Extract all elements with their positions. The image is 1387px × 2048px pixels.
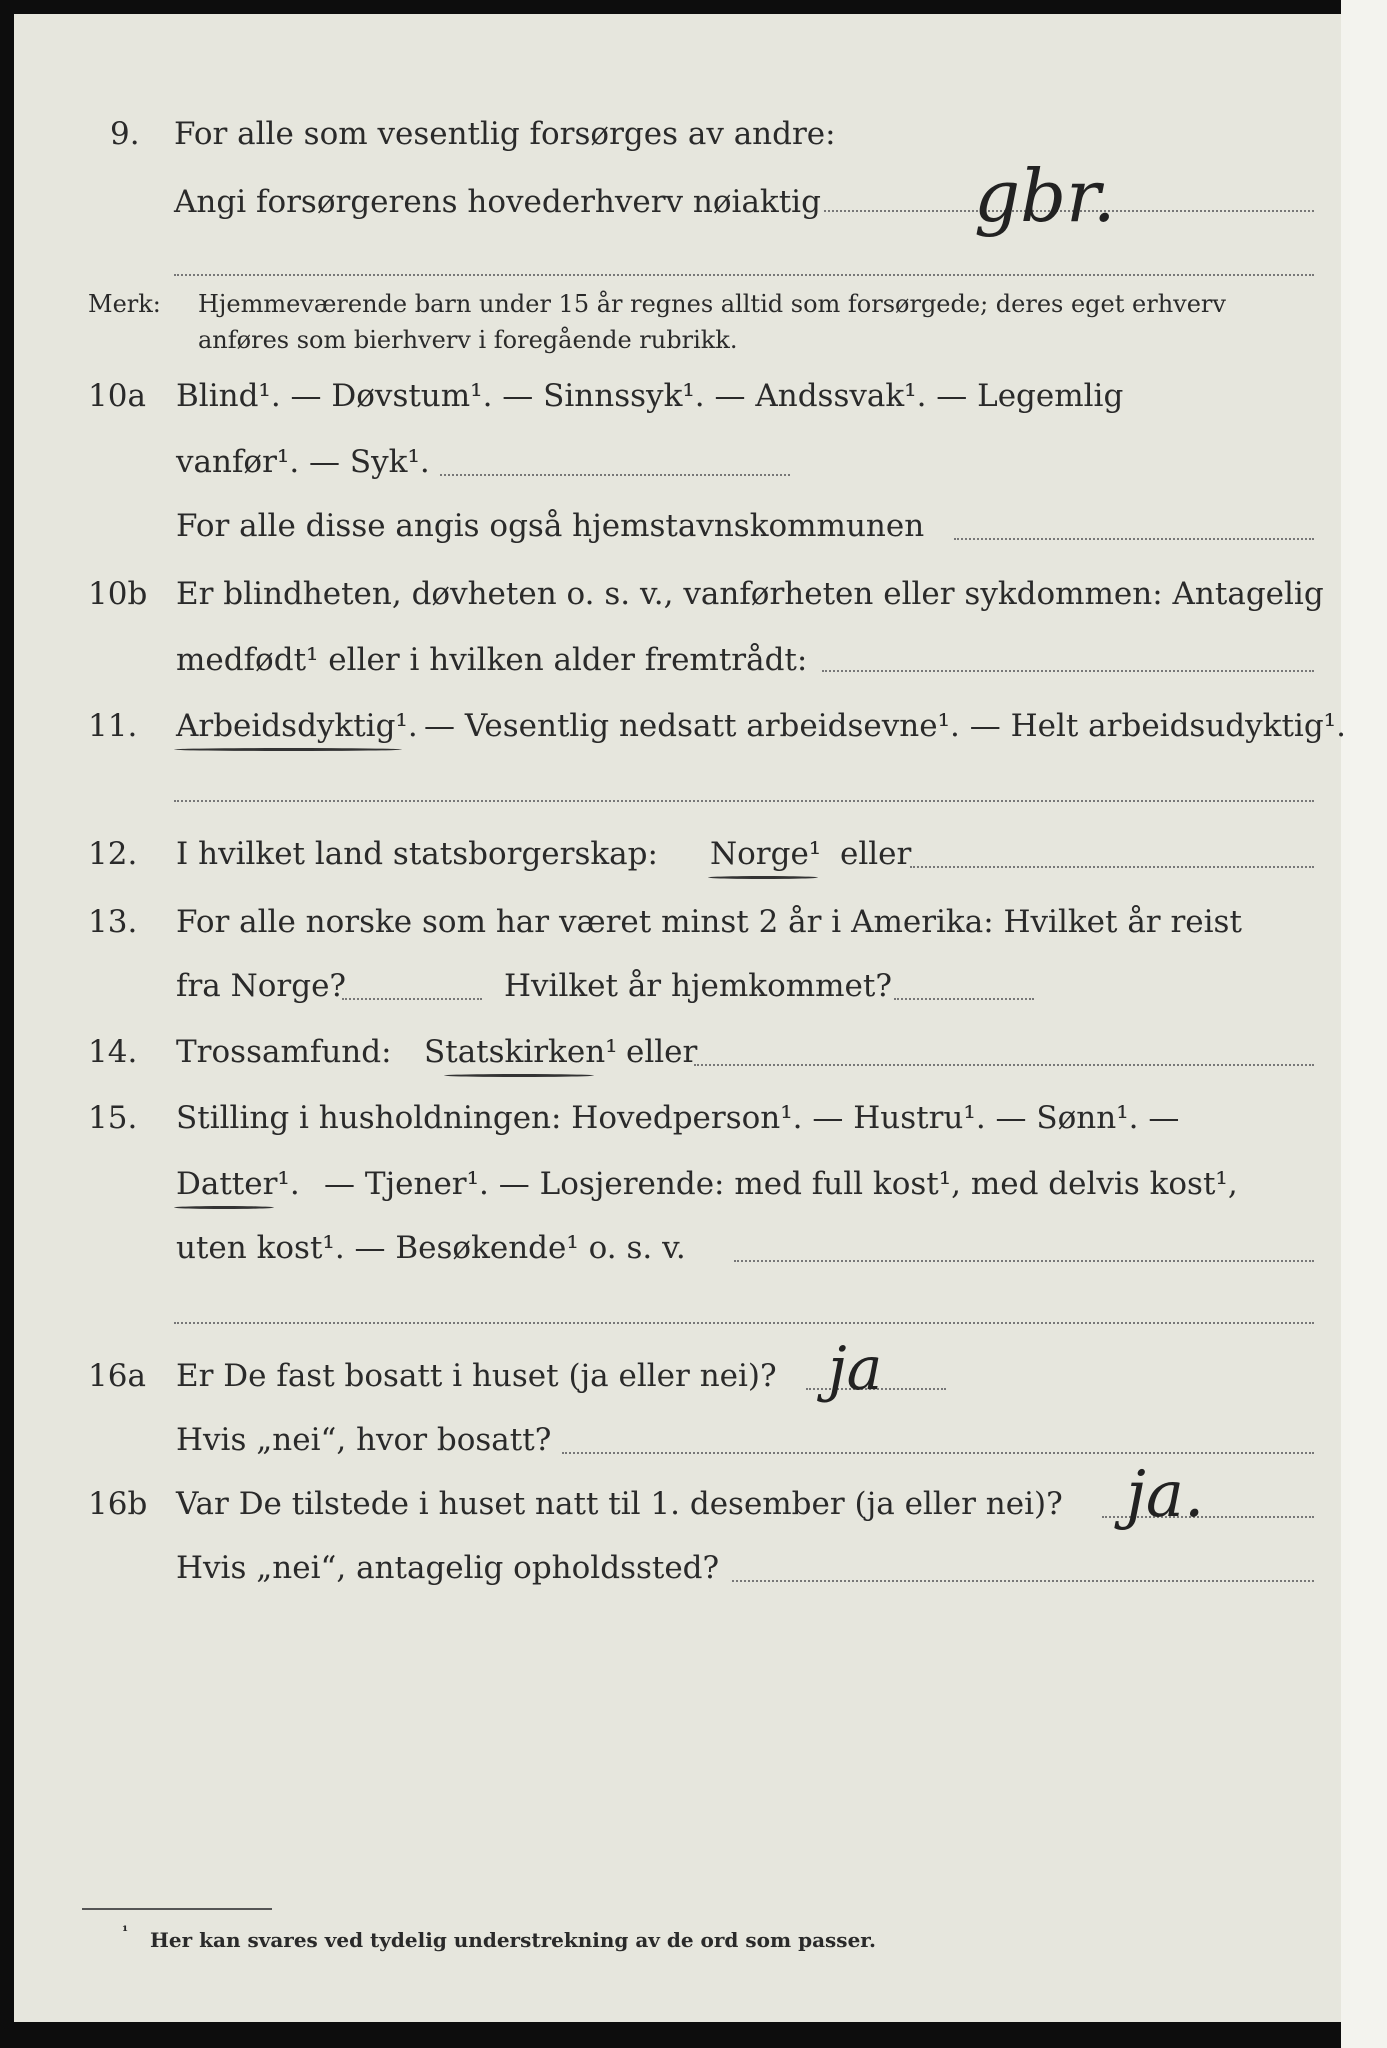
q15-answer-line xyxy=(734,1260,1314,1262)
q13-text-2a: fra Norge? xyxy=(176,968,347,1004)
q13-text-2b: Hvilket år hjemkommet? xyxy=(504,968,892,1004)
q12-option-norway: Norge¹ xyxy=(710,836,822,872)
q12-handwritten-underline xyxy=(708,876,818,879)
q14-answer-line xyxy=(694,1064,1314,1066)
q12-number: 12. xyxy=(88,836,138,872)
q16b-handwritten-answer: ja. xyxy=(1126,1458,1205,1532)
q11-text: — Vesentlig nedsatt arbeidsevne¹. — Helt arbeidsudyktig¹. xyxy=(424,708,1346,744)
q12-answer-line xyxy=(910,866,1314,868)
q15-option-daughter: Datter¹. xyxy=(176,1166,300,1202)
q10a-text-2: vanfør¹. — Syk¹. xyxy=(176,444,430,480)
q13-number: 13. xyxy=(88,904,138,940)
q10a-municipality-line xyxy=(954,538,1314,540)
q15-text-3: uten kost¹. — Besøkende¹ o. s. v. xyxy=(176,1230,686,1266)
q15-number: 15. xyxy=(88,1100,138,1136)
q9-handwritten-answer: gbr. xyxy=(974,154,1116,238)
footnote-text: Her kan svares ved tydelig understrekning av de ord som passer. xyxy=(150,1928,876,1952)
q16a-number: 16a xyxy=(88,1358,146,1394)
merk-text-2: anføres som bierhverv i foregående rubrikk. xyxy=(198,326,738,354)
q10b-age-line xyxy=(822,670,1314,672)
q16a-text-2: Hvis „nei“, hvor bosatt? xyxy=(176,1422,552,1458)
q10a-number: 10a xyxy=(88,378,146,414)
q13-year-left-line xyxy=(342,998,482,1000)
q16a-handwritten-answer: ja xyxy=(828,1334,883,1404)
q16a-text-1: Er De fast bosatt i huset (ja eller nei)? xyxy=(176,1358,777,1394)
q15-text-1: Stilling i husholdningen: Hovedperson¹. — Hustru¹. — Sønn¹. — xyxy=(176,1100,1180,1136)
q15-handwritten-underline xyxy=(174,1206,274,1209)
q10a-text-1: Blind¹. — Døvstum¹. — Sinnssyk¹. — Andssvak¹. — Legemlig xyxy=(176,378,1124,414)
q9-text-1: For alle som vesentlig forsørges av andre: xyxy=(174,116,836,152)
q10a-sick-line xyxy=(440,474,790,476)
q16b-number: 16b xyxy=(88,1486,148,1522)
q10a-text-3: For alle disse angis også hjemstavnskommunen xyxy=(176,508,925,544)
q12-text: I hvilket land statsborgerskap: xyxy=(176,836,658,872)
footnote-rule xyxy=(82,1908,272,1910)
q14-tail: eller xyxy=(626,1034,698,1070)
q13-text-1: For alle norske som har været minst 2 år i Amerika: Hvilket år reist xyxy=(176,904,1242,940)
merk-label: Merk: xyxy=(88,290,161,318)
q9-extra-line xyxy=(174,274,1314,276)
q15-extra-line xyxy=(174,1322,1314,1324)
q13-year-return-line xyxy=(894,998,1034,1000)
q16b-text-2: Hvis „nei“, antagelig opholdssted? xyxy=(176,1550,720,1586)
q9-text-2: Angi forsørgerens hovederhverv nøiaktig xyxy=(174,184,821,220)
q16b-location-line xyxy=(732,1580,1314,1582)
merk-text-1: Hjemmeværende barn under 15 år regnes alltid som forsørgede; deres eget erhverv xyxy=(198,290,1226,318)
q11-option-able: Arbeidsdyktig¹. xyxy=(176,708,418,744)
footnote-mark: ¹ xyxy=(122,1924,129,1940)
q11-number: 11. xyxy=(88,708,138,744)
q11-handwritten-underline xyxy=(174,748,402,751)
q10b-text-2: medfødt¹ eller i hvilken alder fremtrådt: xyxy=(176,642,808,678)
q14-handwritten-underline xyxy=(444,1074,594,1077)
q14-text: Trossamfund: xyxy=(176,1034,392,1070)
q10b-text-1: Er blindheten, døvheten o. s. v., vanførheten eller sykdommen: Antagelig xyxy=(176,576,1324,612)
census-form-page xyxy=(14,14,1346,2022)
q14-number: 14. xyxy=(88,1034,138,1070)
q10b-number: 10b xyxy=(88,576,148,612)
q14-option-state-church: Statskirken¹ xyxy=(424,1034,618,1070)
q11-extra-line xyxy=(174,800,1314,802)
q15-text-2: — Tjener¹. — Losjerende: med full kost¹, med delvis kost¹, xyxy=(324,1166,1238,1202)
q9-number: 9. xyxy=(110,116,140,152)
q12-tail: eller xyxy=(840,836,912,872)
q16a-residence-line xyxy=(562,1452,1314,1454)
q16b-text-1: Var De tilstede i huset natt til 1. desember (ja eller nei)? xyxy=(176,1486,1063,1522)
scan-edge xyxy=(1341,0,1387,2048)
